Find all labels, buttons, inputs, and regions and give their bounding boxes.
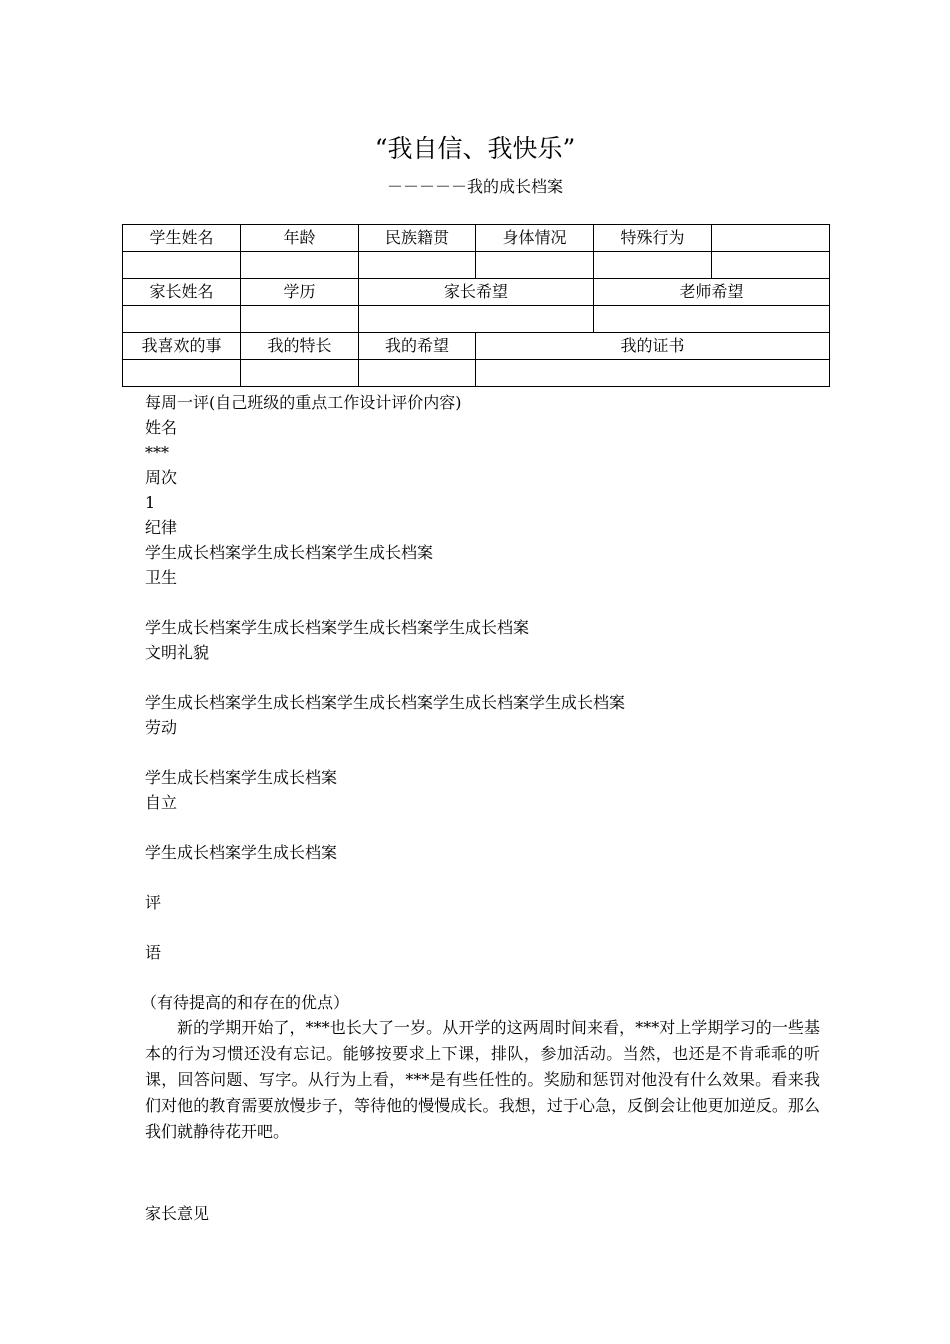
weekly-review-section: [141, 390, 820, 1226]
header-favorite-things: 我喜欢的事: [123, 333, 241, 360]
independence-value: 学生成长档案学生成长档案: [145, 843, 338, 862]
spacer: [145, 590, 820, 615]
week-value: 1: [145, 493, 156, 512]
document-subtitle: －－－－－我的成长档案: [386, 177, 563, 196]
header-special-behavior: 特殊行为: [594, 225, 712, 252]
spacer: [145, 915, 820, 940]
table-cell-empty[interactable]: [123, 306, 241, 333]
civility-label: 文明礼貌: [145, 643, 210, 662]
comment-char-2: 语: [145, 943, 162, 962]
comment-note: （有待提高的和存在的优点）: [141, 993, 350, 1012]
spacer: [145, 740, 820, 765]
hygiene-value: 学生成长档案学生成长档案学生成长档案学生成长档案: [145, 618, 530, 637]
table-cell-empty[interactable]: [476, 360, 830, 387]
independence-label: 自立: [145, 793, 178, 812]
table-cell-empty[interactable]: [712, 225, 830, 252]
header-teacher-hope: 老师希望: [594, 279, 830, 306]
header-age: 年龄: [241, 225, 359, 252]
name-label: 姓名: [145, 418, 178, 437]
week-label: 周次: [145, 468, 178, 487]
parent-opinion-label: 家长意见: [145, 1204, 210, 1223]
name-value: ***: [145, 443, 169, 462]
discipline-value: 学生成长档案学生成长档案学生成长档案: [145, 543, 434, 562]
header-my-hope: 我的希望: [359, 333, 476, 360]
discipline-label: 纪律: [145, 518, 178, 537]
header-parent-name: 家长姓名: [123, 279, 241, 306]
table-cell-empty[interactable]: [359, 360, 476, 387]
header-certificates: 我的证书: [476, 333, 830, 360]
spacer: [145, 815, 820, 840]
table-row: [123, 360, 830, 387]
table-cell-empty[interactable]: [123, 252, 241, 279]
labor-label: 劳动: [145, 718, 178, 737]
spacer: [145, 865, 820, 890]
table-cell-empty[interactable]: [241, 360, 359, 387]
hygiene-label: 卫生: [145, 568, 178, 587]
civility-value: 学生成长档案学生成长档案学生成长档案学生成长档案学生成长档案: [145, 693, 626, 712]
spacer: [145, 1145, 820, 1201]
table-cell-empty[interactable]: [359, 306, 594, 333]
table-row: [123, 306, 830, 333]
spacer: [145, 965, 820, 990]
table-cell-empty[interactable]: [594, 252, 712, 279]
header-student-name: 学生姓名: [123, 225, 241, 252]
table-cell-empty[interactable]: [476, 252, 594, 279]
comment-text: 新的学期开始了，***也长大了一岁。从开学的这两周时间来看，***对上学期学习的一些基本的行为习惯还没有忘记。能够按要求上下课，排队，参加活动。当然，也还是不肯乖乖的听课，回答问题、写字。从行为上看，***是有些任性的。奖励和惩罚对他没有什么效果。看来我们对他的教育需要放慢步子，等待他的慢慢成长。我想，过于心急，反倒会让他更加逆反。那么我们就静待花开吧。: [145, 1018, 820, 1141]
labor-value: 学生成长档案学生成长档案: [145, 768, 338, 787]
table-row: [123, 279, 830, 306]
table-cell-empty[interactable]: [241, 306, 359, 333]
table-cell-empty[interactable]: [241, 252, 359, 279]
comment-char-1: 评: [145, 893, 162, 912]
header-education: 学历: [241, 279, 359, 306]
table-row: [123, 252, 830, 279]
header-specialty: 我的特长: [241, 333, 359, 360]
table-cell-empty[interactable]: [359, 252, 476, 279]
weekly-heading: 每周一评(自己班级的重点工作设计评价内容): [145, 393, 462, 412]
table-cell-empty[interactable]: [123, 360, 241, 387]
table-row: [123, 225, 830, 252]
spacer: [145, 665, 820, 690]
document-title: “我自信、我快乐”: [374, 134, 576, 163]
header-health: 身体情况: [476, 225, 594, 252]
student-profile-table: [122, 224, 830, 387]
header-parent-hope: 家长希望: [359, 279, 594, 306]
table-row: [123, 333, 830, 360]
table-cell-empty[interactable]: [594, 306, 830, 333]
header-ethnicity-origin: 民族籍贯: [359, 225, 476, 252]
table-cell-empty[interactable]: [712, 252, 830, 279]
